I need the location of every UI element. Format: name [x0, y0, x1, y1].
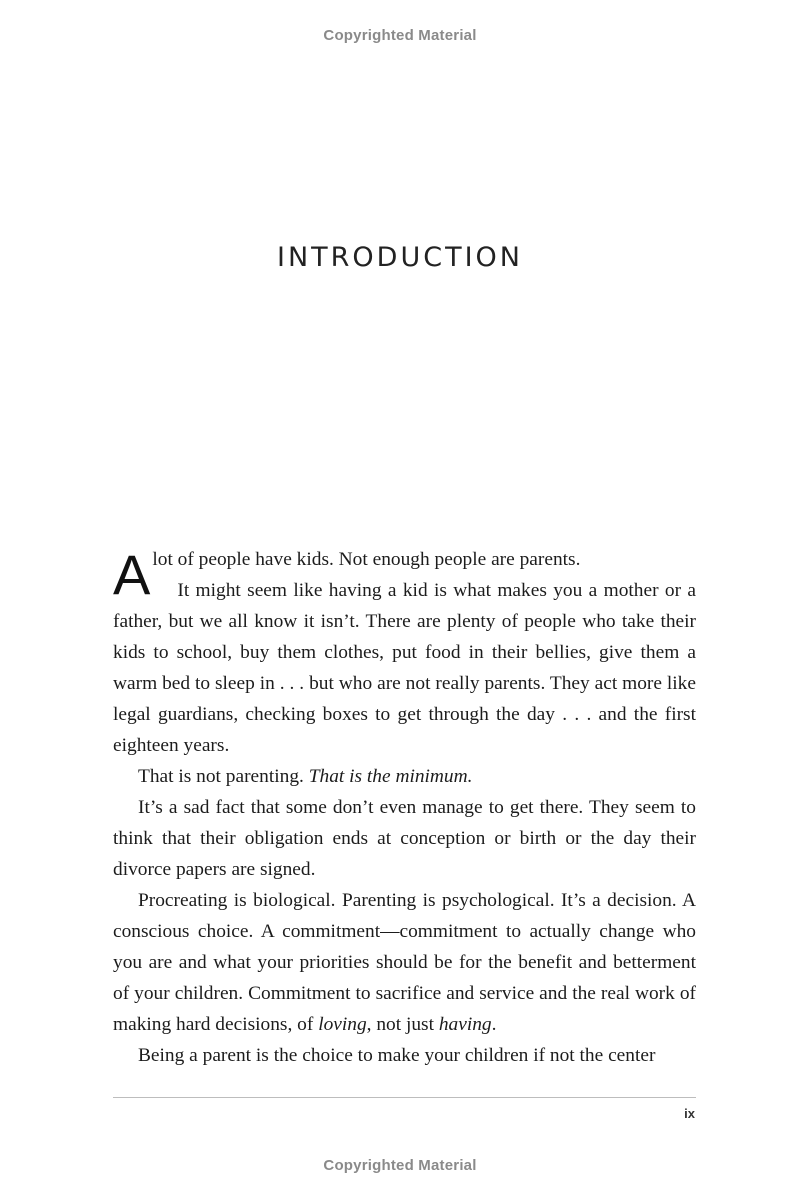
footer-divider: [113, 1097, 696, 1098]
paragraph-5-emphasis-having: having: [438, 1014, 492, 1035]
paragraph-5-text-end: .: [491, 1014, 497, 1035]
paragraph-1-text: lot of people have kids. Not enough people are parents.: [152, 549, 581, 570]
paragraph-3: [113, 761, 696, 792]
paragraph-5: [113, 885, 696, 1040]
paragraph-2: It might seem like having a kid is what makes you a mother or a father, but we all know it isn’t. There are plenty of people who take their kids to school, buy them clothes, put food in their bellies, give them a warm bed to sleep in . . . but who are not really parents. They act more like legal guardians, checking boxes to get through the day . . . and the first eighteen years.: [113, 580, 696, 756]
copyright-watermark-bottom: Copyrighted Material: [323, 1157, 477, 1174]
chapter-body: [113, 544, 696, 1071]
paragraph-3-text: That is not parenting.: [138, 766, 309, 787]
chapter-title: INTRODUCTION: [277, 242, 523, 274]
paragraph-5-text-mid: , not just: [366, 1014, 439, 1035]
paragraph-4: It’s a sad fact that some don’t even manage to get there. They seem to think that their obligation ends at conception or birth or the day their divorce papers are signed.: [113, 797, 696, 880]
paragraph-6: Being a parent is the choice to make your children if not the center: [138, 1045, 656, 1066]
paragraph-5-emphasis-loving: loving: [318, 1014, 367, 1035]
copyright-watermark-top: Copyrighted Material: [323, 27, 477, 44]
paragraph-1: [113, 543, 696, 606]
page-number: ix: [684, 1106, 695, 1121]
paragraph-3-emphasis: That is the minimum.: [308, 766, 473, 787]
drop-cap: A: [113, 543, 151, 606]
paragraph-5-text-start: Procreating is biological. Parenting is psychological. It’s a decision. A conscious choice. A commitment—commitment to actually change who you are and what your priorities should be for the benefit and betterment of your children. Commitment to sacrifice and service and the real work of making hard decisions, of: [113, 890, 696, 1035]
